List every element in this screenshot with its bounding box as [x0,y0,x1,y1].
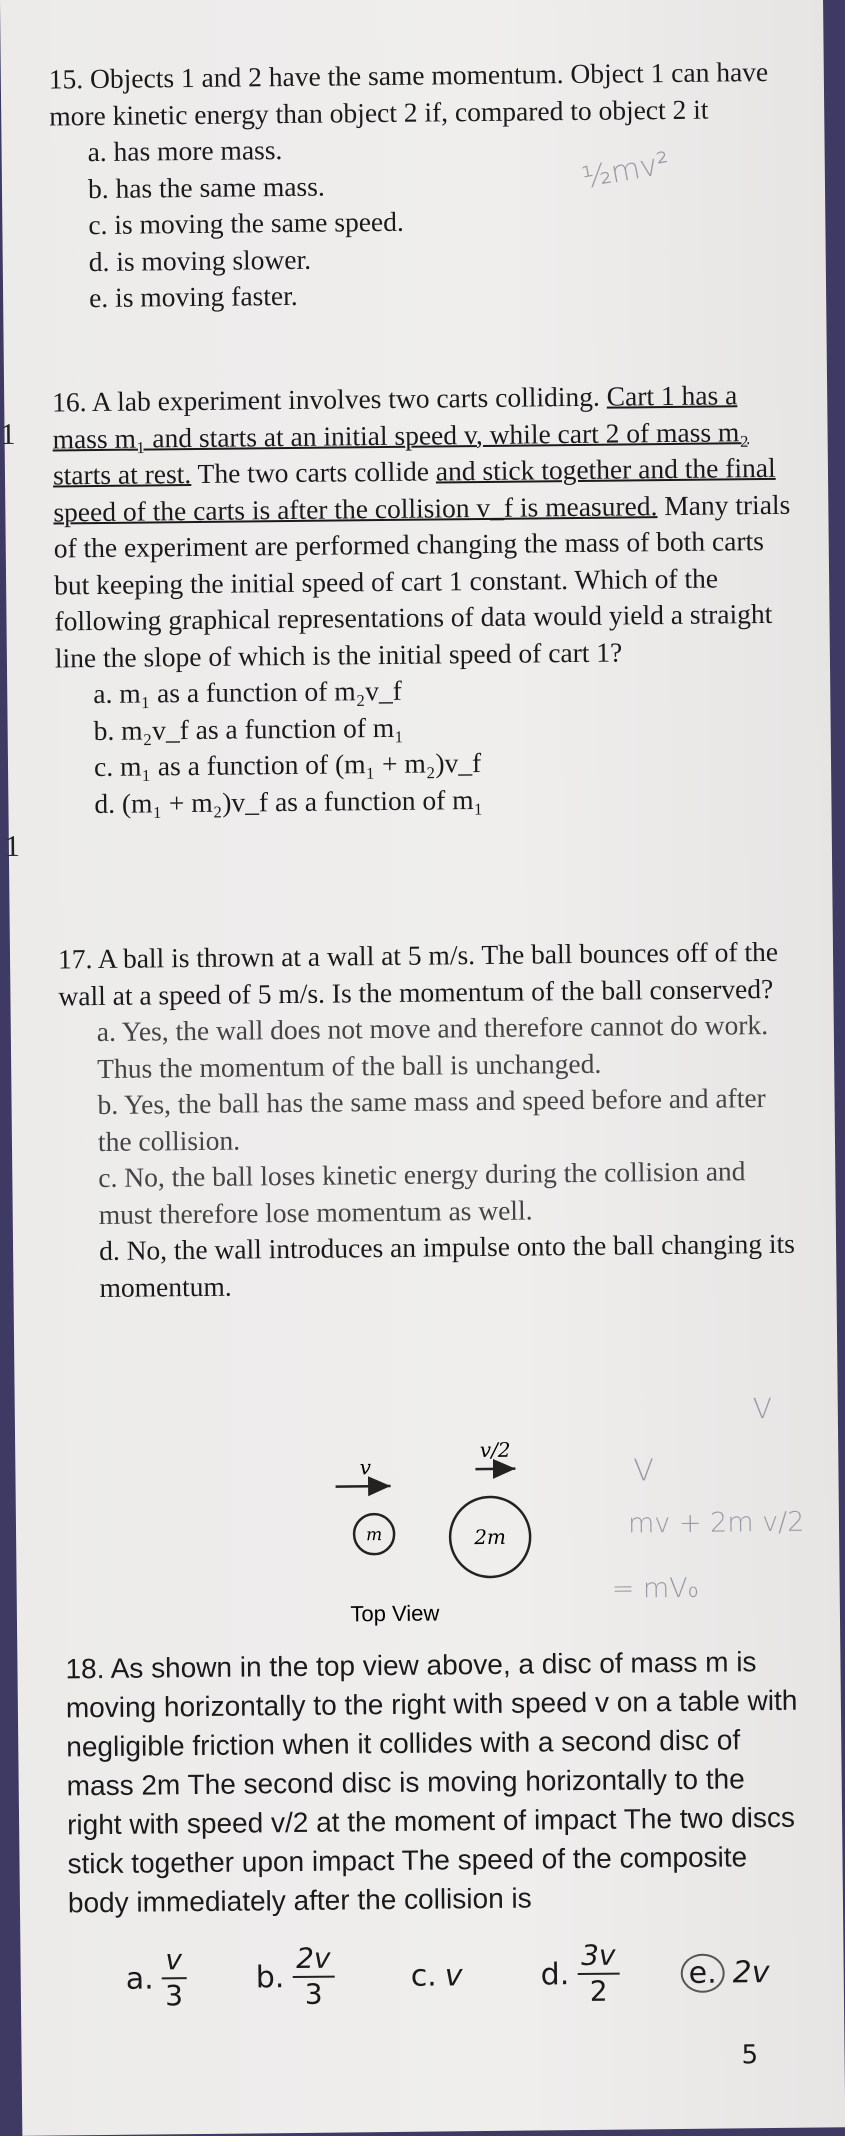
question-17-option-d[interactable]: d. No, the wall introduces an impulse onto the ball changing its momentum. [98,1227,796,1303]
top-view-diagram [315,1434,557,1657]
question-16-stem [52,377,795,677]
option-e-value: 2v [732,1954,770,1990]
question-17-option-b[interactable]: b. Yes, the ball has the same mass and speed before and after the collision. [97,1082,766,1157]
question-17 [58,934,802,1307]
option-a-numerator: v [161,1943,186,1979]
question-17-option-c[interactable]: c. No, the ball loses kinetic energy during the collision and must therefore lose momentum as well. [98,1155,746,1230]
option-d-numerator: 3v [577,1939,620,1975]
question-16-option-d[interactable]: d. (m₁ + m₂)v_f as a function of m₁ [94,783,484,819]
question-15-option-c[interactable]: c. is moving the same speed. [88,205,404,241]
small-disc-mass: m [365,1525,383,1546]
question-16-stem-intro: 16. A lab experiment involves two carts colliding. [52,380,607,418]
question-18-answers [80,1927,821,2025]
margin-mark: 1 [0,417,16,452]
question-18 [65,1642,808,1923]
question-16-stem-question: Which of the following graphical representations of data would yield a straight line the slope of which is the initial speed of cart 1? [54,562,773,673]
option-b-denominator: 3 [304,1977,323,2011]
question-18-option-c[interactable] [410,1930,463,2021]
question-16-option-b[interactable]: b. m₂v_f as a function of m₁ [93,711,404,746]
option-b-label: b. [255,1959,285,1995]
handwritten-corner-v: V [752,1391,773,1426]
question-18-stem: 18. As shown in the top view above, a disc of mass m is moving horizontally to the right with speed v on a table with negligible friction when it collides with a second disc of mass 2m The second disc is moving horizontally to the right with speed v/2 at the moment of impact The two discs stick together upon impact The speed of the composite body immediately after the collision is [65,1646,798,1919]
option-d-denominator: 2 [589,1974,608,2008]
option-a-label: a. [125,1961,154,1997]
velocity-arrow-left [336,1486,391,1487]
option-a-denominator: 3 [165,1979,184,2013]
option-c-label: c. [410,1958,437,1994]
question-15-stem: 15. Objects 1 and 2 have the same momentum. Object 1 can have more kinetic energy than object 2 if, compared to object 2 it [48,55,769,131]
option-b-fraction [292,1942,335,2012]
question-17-stem: 17. A ball is thrown at a wall at 5 m/s. The ball bounces off of the wall at a speed of 5 m/s. Is the momentum of the ball conserved? [57,935,779,1011]
left-speed-label: v [359,1455,372,1480]
large-disc-mass: 2m [474,1524,507,1550]
question-16-stem-mid: The two carts collide [191,455,436,490]
question-16-option-c[interactable]: c. m₁ as a function of (m₁ + m₂)v_f [93,747,482,783]
question-17-option-a[interactable]: a. Yes, the wall does not move and therefore cannot do work. Thus the momentum of the ball is unchanged. [96,1009,769,1084]
option-c-value: v [444,1957,463,1993]
question-18-option-d[interactable] [540,1929,620,2020]
question-18-option-a[interactable] [125,1933,186,2024]
question-16-underlined-setup: Cart 1 has a mass m₁ and starts at an initial speed v, while cart 2 of mass m₂ starts at rest. [52,379,750,491]
right-speed-label: v/2 [479,1437,511,1463]
handwritten-momentum-result: = mV₀ [611,1572,699,1605]
question-18-option-b[interactable] [255,1932,335,2023]
top-view-caption: Top View [350,1600,440,1627]
question-16-stem-trials: Many trials of the experiment are performed changing the mass of both carts but keeping the initial speed of cart 1 constant. [53,488,791,600]
option-a-fraction [161,1943,186,2013]
question-15-option-a[interactable]: a. has more mass. [87,134,283,168]
handwritten-ke-note: ½mv² [579,145,673,197]
option-e-label-circled: e. [680,1953,724,1992]
question-16-underlined-outcome: and stick together and the final speed of the carts is after the collision v_f is measured. [53,451,776,527]
question-15 [49,54,792,317]
margin-mark: 1 [4,829,21,863]
question-16-option-a[interactable]: a. m₁ as a function of m₂v_f [93,674,403,710]
option-d-fraction [577,1939,620,2009]
handwritten-v: V [633,1453,655,1489]
question-15-option-e[interactable]: e. is moving faster. [88,279,298,314]
handwritten-momentum-sum: mv + 2m v/2 [627,1506,805,1540]
question-15-option-b[interactable]: b. has the same mass. [87,170,325,204]
question-15-option-d[interactable]: d. is moving slower. [88,243,312,277]
option-d-label: d. [540,1956,570,1992]
question-16 [52,377,797,823]
option-b-numerator: 2v [292,1942,335,1978]
question-18-option-e[interactable] [680,1927,770,2018]
page-number: 5 [741,2040,759,2071]
collision-diagram-svg [315,1434,557,1657]
